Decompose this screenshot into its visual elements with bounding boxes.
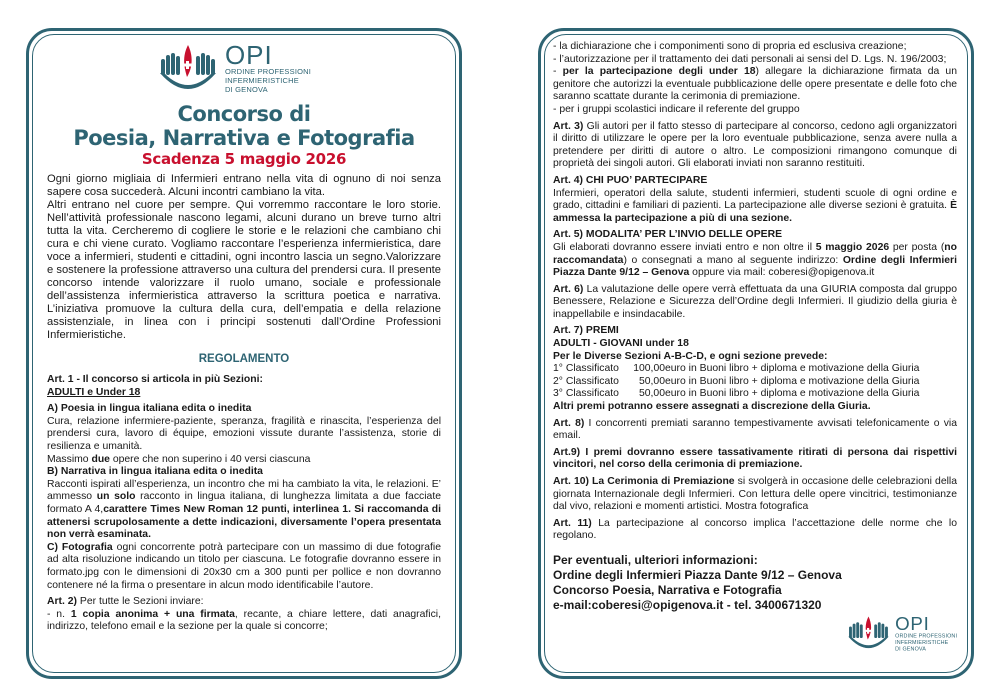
prize-row: 1° Classificato 100,00 euro in Buoni libro + diploma e motivazione della Giuria: [553, 363, 920, 375]
art1-subtitle: ADULTI e Under 18: [47, 386, 141, 398]
art2-item-1: - n. 1 copia anonima + una firmata, recante, a chiare lettere, dati anagrafici, indirizzo, telefono email e la sezione per la quale si concorre;: [47, 608, 441, 633]
opi-logo: [157, 40, 312, 101]
logo-subtitle-2: INFERMIERISTICHE: [224, 76, 299, 85]
left-page: [26, 28, 462, 679]
art-1: [47, 374, 441, 592]
art2-item-2: - la dichiarazione che i componimenti sono di propria ed esclusiva creazione;: [553, 41, 907, 52]
section-b-text: Racconti ispirati all’esperienza, un incontro che mi ha cambiato la vita, le relazioni. E’ ammesso un solo racconto in lingua italiana, di lunghezza limitata a due facciate formato A 4,carattere Times New Roman 12 punti, interlinea 1. Si raccomanda di attenersi scrupolosamente a dette indicazioni, diversamente l’opera presentata non verrà esaminata.: [47, 478, 442, 541]
opi-logo-footer: [846, 612, 957, 652]
logo-text: [224, 40, 312, 94]
art-7: Art. 7) PREMI ADULTI - GIOVANI under 18 Per le Diverse Sezioni A-B-C-D, e ogni sezione prevede: 1° Classificato 100,00 euro in Buoni libro + diploma e motivazione della Giuria 2° Classificato 50,00 euro in Buoni libro + diploma e motivazione della Giuria 3° Classificato 50,00 euro in Buoni libro + diploma e motivazione della Giuria Altri premi potranno essere assegnati a discrezione della Giuria.: [553, 325, 957, 413]
email-link[interactable]: oppure via mail: coberesi@opigenova.it: [689, 267, 875, 279]
intro-text: [47, 173, 441, 342]
art-9: Art.9) I premi dovranno essere tassativamente ritirati di persona dai rispettivi vincitori, nel corso della cerimonia di premiazione.: [553, 446, 957, 471]
section-a-limit: Massimo due opere che non superino i 40 versi ciascuna: [47, 453, 311, 465]
section-a-text: Cura, relazione infermiere-paziente, speranza, fragilità e rinascita, l’esperienza del prendersi cura, lavoro di équipe, emozioni vissute durante l’assistenza, storie di resilienza e umanità.: [47, 415, 441, 452]
art-10: Art. 10) La Cerimonia di Premiazione si svolgerà in occasione delle celebrazioni della giornata Internazionale degli Infermieri. Con lettura delle opere vincitrici, testimonianze dal vivo, relazioni e momenti artistici. Mostra fotografica: [553, 476, 958, 513]
intro-paragraph-2: Altri entrano nel cuore per sempre. Qui vorremmo raccontare le loro storie. Nell’attività professionale nascono legami, alcuni durano un breve turno altri tutta la vita. Cercheremo di cogliere le storie e le relazioni che cambiano chi cura e chi viene curato. Vogliamo raccontare l’esperienza infermieristica, dare voce a infermieri, studenti e cittadini, ogni incontro lascia un segno.Valorizzare e sostenere la professione attraverso una cultura del prendersi cura. Il presente concorso intende valorizzare il ruolo umano, sociale e professionale dell’assistenza infermieristica attraverso la scrittura poetica e narrativa. L’iniziativa promuove la cultura della cura, dell’empatia e della relazione assistenziale, in linea con i principi sostenuti dall’Ordine Professioni Infermieristiche.: [47, 199, 441, 341]
intro-paragraph-1: Ogni giorno migliaia di Infermieri entrano nella vita di ognuno di noi senza sapere cosa succederà. Alcuni incontri cambiano la vita.: [47, 173, 441, 198]
regolamento-heading: REGOLAMENTO: [198, 353, 290, 365]
prize-row: 2° Classificato 50,00 euro in Buoni libro + diploma e motivazione della Giuria: [553, 375, 920, 387]
contact-line-4[interactable]: e-mail:coberesi@opigenova.it - tel. 3400671320: [553, 597, 822, 612]
art-2-cont: [553, 41, 957, 117]
footer-row: [553, 612, 957, 661]
art2-item-5: - per i gruppi scolastici indicare il referente del gruppo: [553, 103, 800, 115]
logo-subtitle-1: ORDINE PROFESSIONI: [894, 632, 957, 639]
right-page-content: [553, 41, 957, 661]
art-6: Art. 6) La valutazione delle opere verrà effettuata da una GIURIA composta dal gruppo Benessere, Relazione e Sicurezza dell’Ordine degli Infermieri. Il giudizio della giuria è inappellabile e insindacabile.: [553, 283, 957, 320]
art1-title: Art. 1 - Il concorso si articola in più Sezioni:: [47, 374, 263, 385]
hands-logo-icon: [846, 615, 891, 657]
logo-subtitle-3: DI GENOVA: [894, 645, 926, 652]
logo-subtitle-2: INFERMIERISTICHE: [894, 638, 949, 646]
art-11: Art. 11) La partecipazione al concorso implica l’accettazione delle norme che lo regolano.: [553, 517, 958, 542]
art-5: Art. 5) MODALITA’ PER L’INVIO DELLE OPERE Gli elaborati dovranno essere inviati entro e non oltre il 5 maggio 2026 per posta (no raccomandata) o consegnati a mano al seguente indirizzo: Ordine degli Infermieri Piazza Dante 9/12 – Genova oppure via mail: coberesi@opigenova.it: [553, 229, 957, 279]
art-2-start: Art. 2) Per tutte le Sezioni inviare: - n. 1 copia anonima + una firmata, recante, a chiare lettere, dati anagrafici, indirizzo, telefono email e la sezione per la quale si concorre;: [47, 596, 441, 633]
art2-item-4: - per la partecipazione degli under 18) allegare la dichiarazione firmata da un genitore che autorizzi la eventuale pubblicazione delle opere presentate e delle foto che saranno scattate durante la cerimonia di premiazione.: [553, 66, 957, 103]
title-line-2: Poesia, Narrativa e Fotografia: [73, 126, 415, 150]
title-line-1: Concorso di: [177, 102, 311, 126]
contact-line-3: Concorso Poesia, Narrativa e Fotografia: [553, 582, 782, 597]
art-4: Art. 4) CHI PUO’ PARTECIPARE Infermieri, operatori della salute, studenti infermieri, studenti scuole di ogni ordine e grado, cittadini e familiari di pazienti. La partecipazione alle diverse sezioni è gratuita. È ammessa la partecipazione a più di una sezione.: [553, 174, 957, 224]
left-page-content: [47, 40, 442, 634]
hands-logo-icon: [157, 43, 219, 101]
right-page: [538, 28, 974, 679]
contact-line-2: Ordine degli Infermieri Piazza Dante 9/12 – Genova: [553, 567, 842, 582]
section-b-title: B) Narrativa in lingua italiana edita o inedita: [47, 466, 263, 478]
art-3: Art. 3) Gli autori per il fatto stesso di partecipare al concorso, cedono agli organizzatori il diritto di utilizzare le opere per la loro eventuale pubblicazione, senza avere nulla a pretendere per diritti di autore o altro. Le composizioni rimangono comunque di proprietà dei singoli autori. Gli elaborati inviati non saranno restituiti.: [553, 120, 957, 170]
prize-row: 3° Classificato 50,00 euro in Buoni libro + diploma e motivazione della Giuria: [553, 388, 920, 400]
section-a-title: A) Poesia in lingua italiana edita o inedita: [47, 403, 252, 415]
logo-subtitle-3: DI GENOVA: [224, 85, 268, 94]
logo-text: [894, 612, 957, 652]
section-c-text: C) Fotografia ogni concorrente potrà partecipare con un massimo di due fotografie ad alta risoluzione indicando un titolo per ciascuna. Le fotografie dovranno essere in formato.jpg con le dimensioni di 20x30 cm a 300 punti per pollice e non dovranno contenere né la firma o presentare in alcun modo identificabile l’autore.: [47, 541, 441, 591]
contact-line-1: Per eventuali, ulteriori informazioni:: [553, 552, 758, 567]
art-8: Art. 8) I concorrenti premiati saranno tempestivamente avvisati telefonicamente o via email.: [553, 417, 957, 442]
deadline: Scadenza 5 maggio 2026: [141, 150, 347, 168]
logo-name: OPI: [894, 612, 930, 635]
logo-name: OPI: [224, 40, 273, 70]
art2-item-3: - l’autorizzazione per il trattamento dei dati personali ai sensi del D. Lgs. N. 196/2003;: [553, 53, 947, 65]
logo-subtitle-1: ORDINE PROFESSIONI: [224, 67, 312, 76]
contact-info: [553, 553, 957, 613]
